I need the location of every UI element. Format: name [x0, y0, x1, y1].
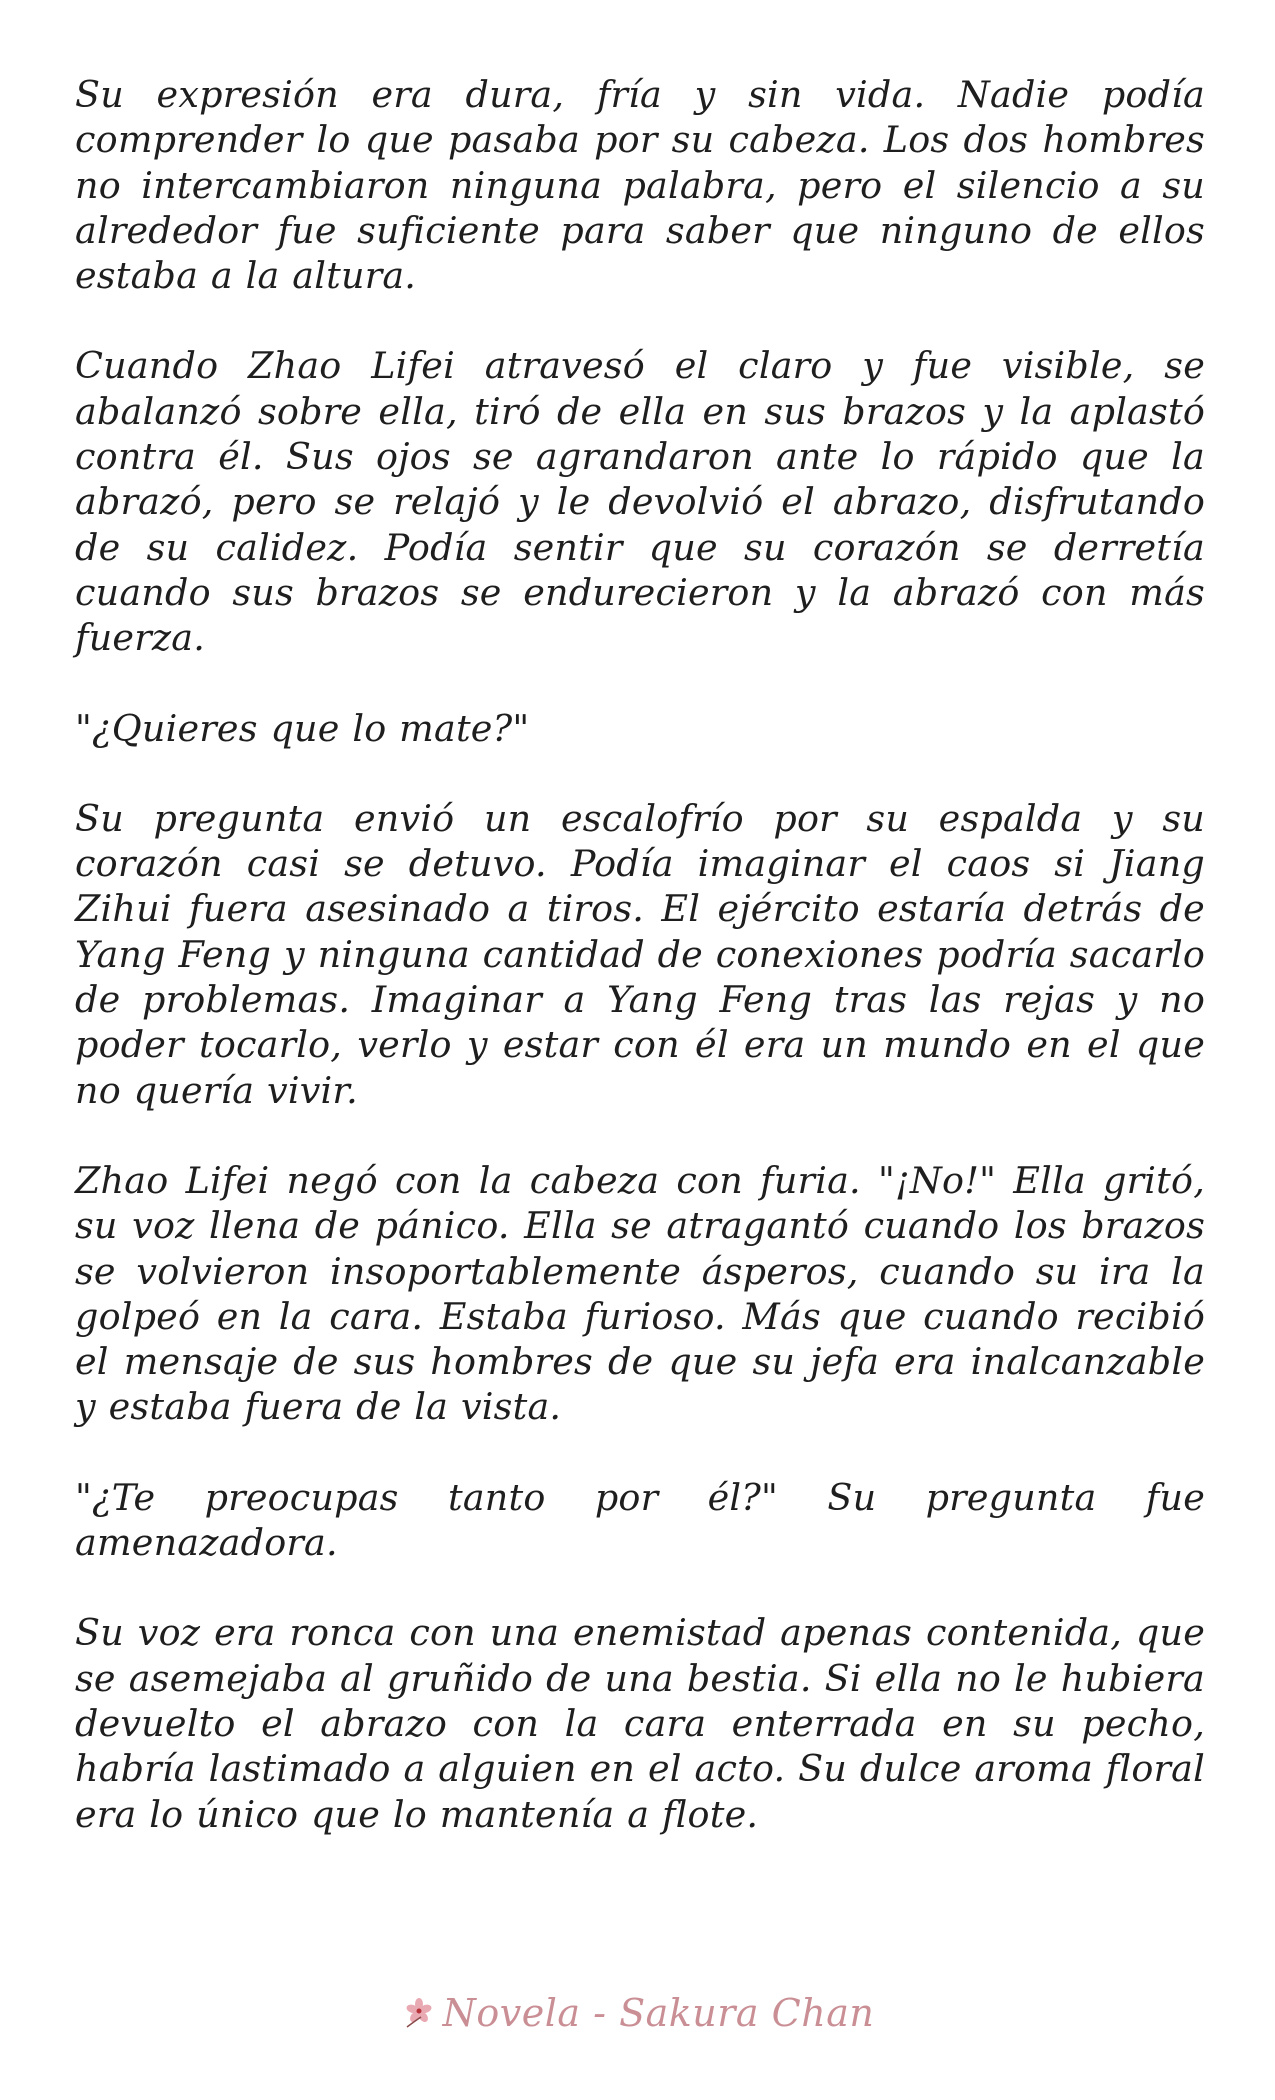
paragraph-6: "¿Te preocupas tanto por él?" Su pregunta fue amenazadora. [75, 1475, 1205, 1565]
paragraph-5: Zhao Lifei negó con la cabeza con furia. "¡No!" Ella gritó, su voz llena de pánico. Ella se atragantó cuando los brazos se volvieron insoportablemente ásperos, cuando su ira la golpeó en la cara. Estaba furioso. Más que cuando recibió el mensaje de sus hombres de que su jefa era inalcanzable y estaba fuera de la vista. [75, 1158, 1205, 1429]
paragraph-3: "¿Quieres que lo mate?" [75, 706, 530, 750]
story-text [75, 72, 1205, 1882]
paragraph-2: Cuando Zhao Lifei atravesó el claro y fue visible, se abalanzó sobre ella, tiró de ella en sus brazos y la aplastó contra él. Sus ojos se agrandaron ante lo rápido que la abrazó, pero se relajó y le devolvió el abrazo, disfrutando de su calidez. Podía sentir que su corazón se derretía cuando sus brazos se endurecieron y la abrazó con más fuerza. [75, 344, 1205, 660]
watermark-text: Novela - Sakura Chan [442, 1991, 875, 2035]
sakura-flower-icon [401, 1995, 437, 2031]
paragraph-7: Su voz era ronca con una enemistad apenas contenida, que se asemejaba al gruñido de una bestia. Si ella no le hubiera devuelto el abrazo con la cara enterrada en su pecho, habría lastimado a alguien en el acto. Su dulce aroma floral era lo único que lo mantenía a flote. [75, 1611, 1205, 1836]
paragraph-1: Su expresión era dura, fría y sin vida. Nadie podía comprender lo que pasaba por su cabeza. Los dos hombres no intercambiaron ninguna palabra, pero el silencio a su alrededor fue suficiente para saber que ninguno de ellos estaba a la altura. [75, 73, 1205, 298]
paragraph-4: Su pregunta envió un escalofrío por su espalda y su corazón casi se detuvo. Podía imaginar el caos si Jiang Zihui fuera asesinado a tiros. El ejército estaría detrás de Yang Feng y ninguna cantidad de conexiones podría sacarlo de problemas. Imaginar a Yang Feng tras las rejas y no poder tocarlo, verlo y estar con él era un mundo en el que no quería vivir. [75, 796, 1205, 1112]
watermark [0, 1988, 1275, 2038]
